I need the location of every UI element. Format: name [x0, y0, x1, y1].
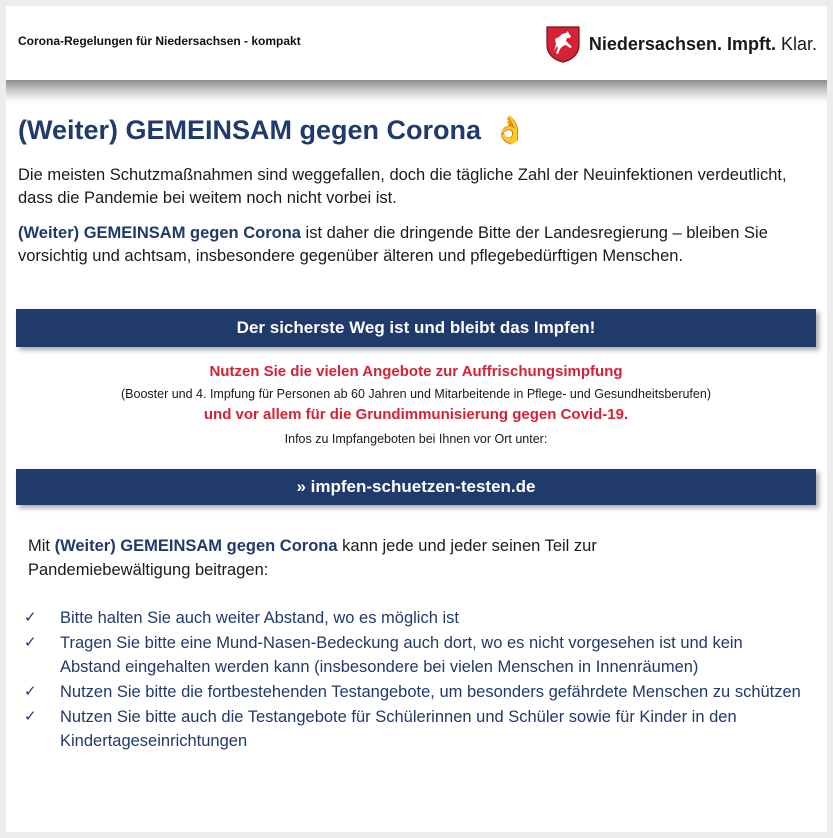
logo-text-bold: Niedersachsen. Impft.: [588, 33, 776, 54]
page-title-text: (Weiter) GEMEINSAM gegen Corona: [18, 114, 482, 145]
basic-immunization-callout: und vor allem für die Grundimmunisierung gegen Covid-19.: [203, 406, 629, 423]
booster-details: (Booster und 4. Impfung für Personen ab 60 Jahren und Mitarbeitende in Pflege- und Gesundheitsberufen): [121, 387, 711, 401]
header-shadow: [6, 80, 827, 102]
closing-paragraph: [28, 534, 728, 582]
page-title: [18, 114, 527, 146]
checklist-item: [24, 705, 804, 753]
checklist-item-text: Nutzen Sie bitte die fortbestehenden Testangebote, um besonders gefährdete Menschen zu schützen: [60, 683, 801, 701]
horse-shield-icon: [545, 25, 581, 63]
checklist-item-text: Tragen Sie bitte eine Mund-Nasen-Bedeckung auch dort, wo es nicht vorgesehen ist und kein Abstand eingehalten werden kann (insbesondere bei vielen Menschen in Innenräumen): [60, 634, 743, 676]
info-hint: Infos zu Impfangeboten bei Ihnen vor Ort unter:: [284, 432, 548, 446]
checklist-item-text: Bitte halten Sie auch weiter Abstand, wo es möglich ist: [60, 609, 459, 627]
closing-rest: kann jede und jeder seinen Teil zur Pandemiebewältigung beitragen:: [28, 537, 597, 579]
checkmark-icon: ✓: [24, 683, 37, 700]
website-link-banner[interactable]: » impfen-schuetzen-testen.de: [16, 469, 816, 505]
niedersachsen-logo: [545, 24, 817, 64]
booster-callout: Nutzen Sie die vielen Angebote zur Auffrischungsimpfung: [209, 363, 623, 380]
checklist-item: [24, 606, 804, 630]
checklist-item-text: Nutzen Sie bitte auch die Testangebote für Schülerinnen und Schüler sowie für Kinder in den Kindertageseinrichtungen: [60, 708, 737, 750]
intro-paragraph-1: Die meisten Schutzmaßnahmen sind weggefallen, doch die tägliche Zahl der Neuinfektionen verdeutlicht, dass die Pandemie bei weitem noch nicht vorbei ist.: [18, 166, 787, 207]
checkmark-icon: ✓: [24, 634, 37, 651]
header-subtitle: Corona-Regelungen für Niedersachsen - kompakt: [18, 34, 301, 48]
checklist-item: [24, 680, 804, 704]
measures-checklist: [24, 606, 804, 754]
checkmark-icon: ✓: [24, 609, 37, 626]
flyer-page: [6, 6, 827, 832]
intro-highlight: (Weiter) GEMEINSAM gegen Corona: [18, 224, 301, 242]
intro-paragraph-2: [18, 222, 798, 268]
logo-text: [589, 34, 817, 55]
vaccination-banner: Der sicherste Weg ist und bleibt das Impfen!: [16, 309, 816, 347]
closing-prefix: Mit: [28, 537, 55, 555]
closing-highlight: (Weiter) GEMEINSAM gegen Corona: [54, 537, 338, 555]
logo-text-light: Klar.: [780, 33, 817, 54]
ok-hand-icon: 👌: [493, 115, 527, 145]
header: [6, 6, 827, 80]
checklist-item: [24, 631, 804, 679]
checkmark-icon: ✓: [24, 708, 37, 725]
intro-paragraph-2-rest: ist daher die dringende Bitte der Landesregierung – bleiben Sie vorsichtig und achtsam, insbesondere gegenüber älteren und pflegebedürftigen Menschen.: [18, 224, 768, 265]
